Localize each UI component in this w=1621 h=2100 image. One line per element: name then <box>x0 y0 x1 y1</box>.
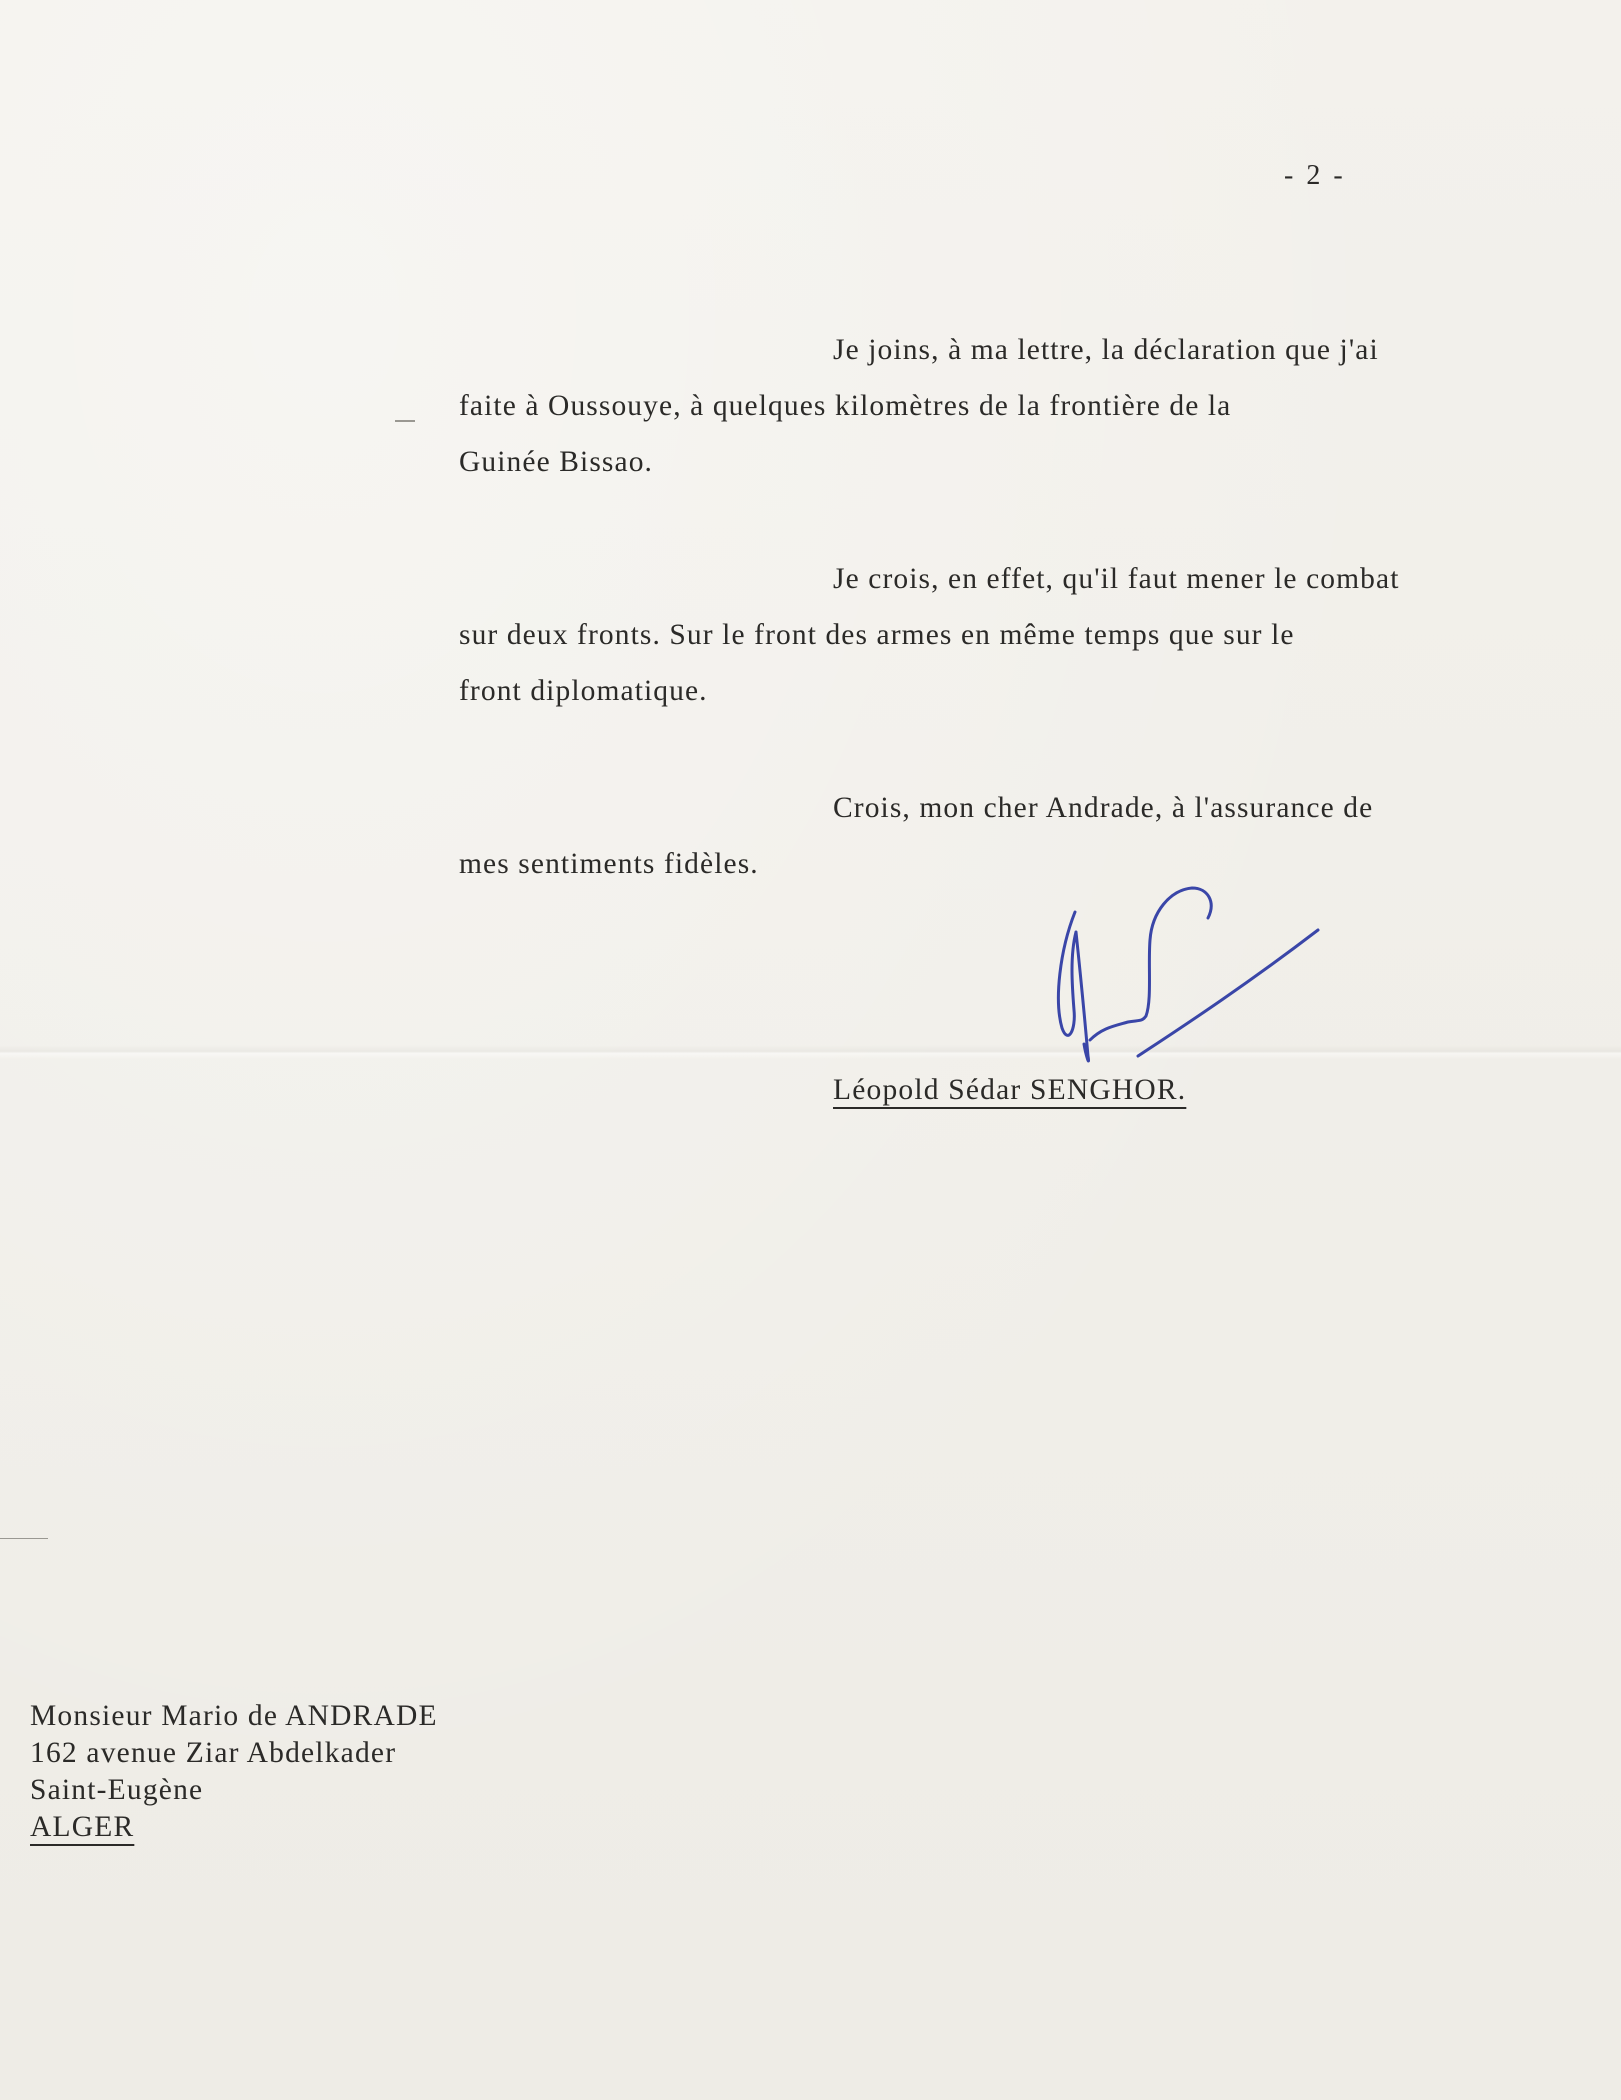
address-line: Saint-Eugène <box>30 1774 204 1806</box>
page-number: - 2 - <box>1284 160 1346 191</box>
signatory-name: Léopold Sédar SENGHOR. <box>833 1074 1187 1106</box>
paper-mark <box>0 1538 48 1539</box>
paragraph-line: Crois, mon cher Andrade, à l'assurance de <box>833 792 1374 824</box>
signature-stroke <box>1058 912 1088 1061</box>
address-city: ALGER <box>30 1811 135 1843</box>
paragraph-3 <box>459 792 1599 892</box>
paragraph-1 <box>459 334 1599 484</box>
address-line: 162 avenue Ziar Abdelkader <box>30 1737 397 1769</box>
paragraph-line: Guinée Bissao. <box>459 446 654 478</box>
paragraph-line: Je crois, en effet, qu'il faut mener le combat <box>833 563 1400 595</box>
paragraph-line: Je joins, à ma lettre, la déclaration que j'ai <box>833 334 1379 366</box>
paragraph-line: faite à Oussouye, à quelques kilomètres de la frontière de la <box>459 390 1232 422</box>
handwritten-signature <box>1040 860 1340 1080</box>
paragraph-line: sur deux fronts. Sur le front des armes en même temps que sur le <box>459 619 1295 651</box>
paragraph-line: front diplomatique. <box>459 675 708 707</box>
signature-stroke <box>1090 888 1211 1040</box>
signature-strokes <box>1058 888 1318 1061</box>
signature-stroke <box>1138 930 1318 1056</box>
paragraph-2 <box>459 563 1599 713</box>
paper-mark <box>395 420 415 422</box>
paragraph-line: mes sentiments fidèles. <box>459 848 759 880</box>
address-line: Monsieur Mario de ANDRADE <box>30 1700 438 1732</box>
paper-fold-crease <box>0 1045 1621 1059</box>
